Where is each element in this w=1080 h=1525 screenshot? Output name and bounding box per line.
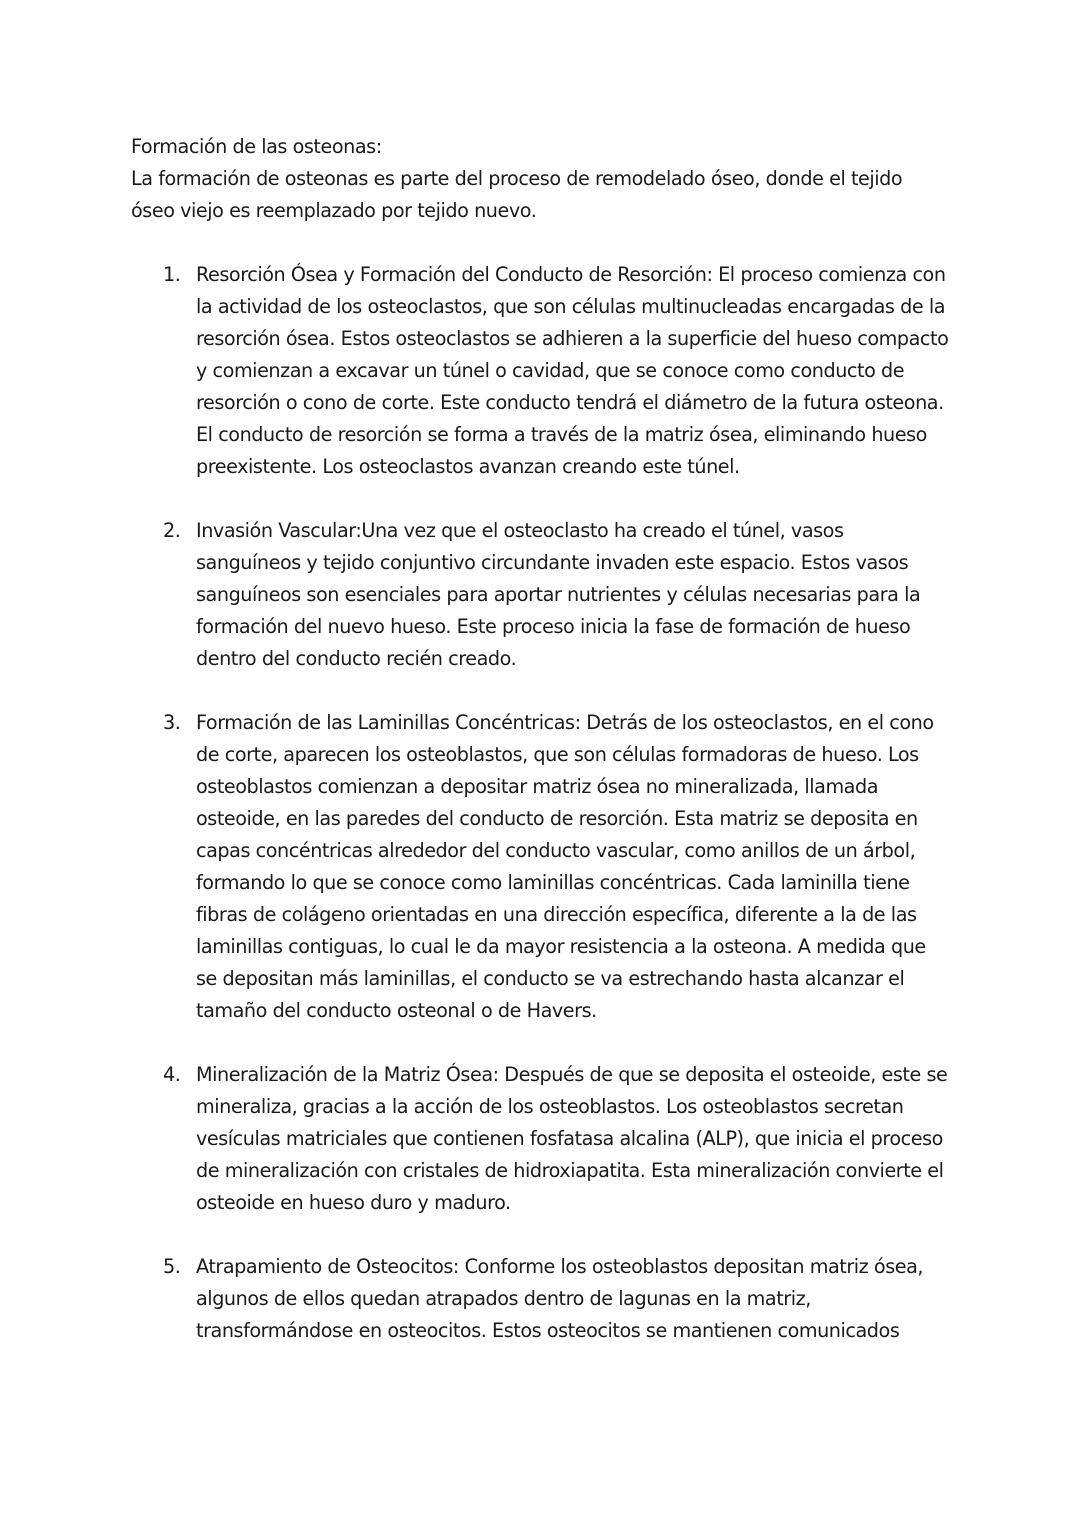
list-item-number: 1. bbox=[163, 263, 181, 286]
intro-paragraph: La formación de osteonas es parte del proceso de remodelado óseo, donde el tejido óseo viejo es reemplazado por tejido nuevo. bbox=[131, 167, 903, 222]
list-item bbox=[131, 259, 951, 483]
list-item-number: 5. bbox=[163, 1255, 181, 1278]
list-item bbox=[131, 707, 951, 1027]
list-item-text: Mineralización de la Matriz Ósea: Después de que se deposita el osteoide, este se mineraliza, gracias a la acción de los osteoblastos. Los osteoblastos secretan vesículas matriciales que contienen fosfatasa alcalina (ALP), que inicia el proceso de mineralización con cristales de hidroxiapatita. Esta mineralización convierte el osteoide en hueso duro y maduro. bbox=[196, 1063, 948, 1214]
list-item-text: Resorción Ósea y Formación del Conducto de Resorción: El proceso comienza con la actividad de los osteoclastos, que son células multinucleadas encargadas de la resorción ósea. Estos osteoclastos se adhieren a la superficie del hueso compacto y comienzan a excavar un túnel o cavidad, que se conoce como conducto de resorción o cono de corte. Este conducto tendrá el diámetro de la futura osteona. El conducto de resorción se forma a través de la matriz ósea, eliminando hueso preexistente. Los osteoclastos avanzan creando este túnel. bbox=[196, 263, 949, 478]
steps-list bbox=[131, 259, 951, 1347]
list-item-text: Atrapamiento de Osteocitos: Conforme los osteoblastos depositan matriz ósea, algunos de ellos quedan atrapados dentro de lagunas en la matriz, transformándose en osteocitos. Estos osteocitos se mantienen comunicados bbox=[196, 1255, 924, 1342]
list-item bbox=[131, 1059, 951, 1219]
list-item bbox=[131, 515, 951, 675]
list-item bbox=[131, 1251, 951, 1347]
list-item-text: Formación de las Laminillas Concéntricas: Detrás de los osteoclastos, en el cono de corte, aparecen los osteoblastos, que son células formadoras de hueso. Los osteoblastos comienzan a depositar matriz ósea no mineralizada, llamada osteoide, en las paredes del conducto de resorción. Esta matriz se deposita en capas concéntricas alrededor del conducto vascular, como anillos de un árbol, formando lo que se conoce como laminillas concéntricas. Cada laminilla tiene fibras de colágeno orientadas en una dirección específica, diferente a la de las laminillas contiguas, lo cual le da mayor resistencia a la osteona. A medida que se depositan más laminillas, el conducto se va estrechando hasta alcanzar el tamaño del conducto osteonal o de Havers. bbox=[196, 711, 934, 1022]
document-body bbox=[131, 131, 951, 1379]
list-item-number: 4. bbox=[163, 1063, 181, 1086]
list-item-number: 2. bbox=[163, 519, 181, 542]
section-title: Formación de las osteonas: bbox=[131, 135, 382, 158]
list-item-number: 3. bbox=[163, 711, 181, 734]
list-item-text: Invasión Vascular:Una vez que el osteoclasto ha creado el túnel, vasos sanguíneos y tejido conjuntivo circundante invaden este espacio. Estos vasos sanguíneos son esenciales para aportar nutrientes y células necesarias para la formación del nuevo hueso. Este proceso inicia la fase de formación de hueso dentro del conducto recién creado. bbox=[196, 519, 921, 670]
